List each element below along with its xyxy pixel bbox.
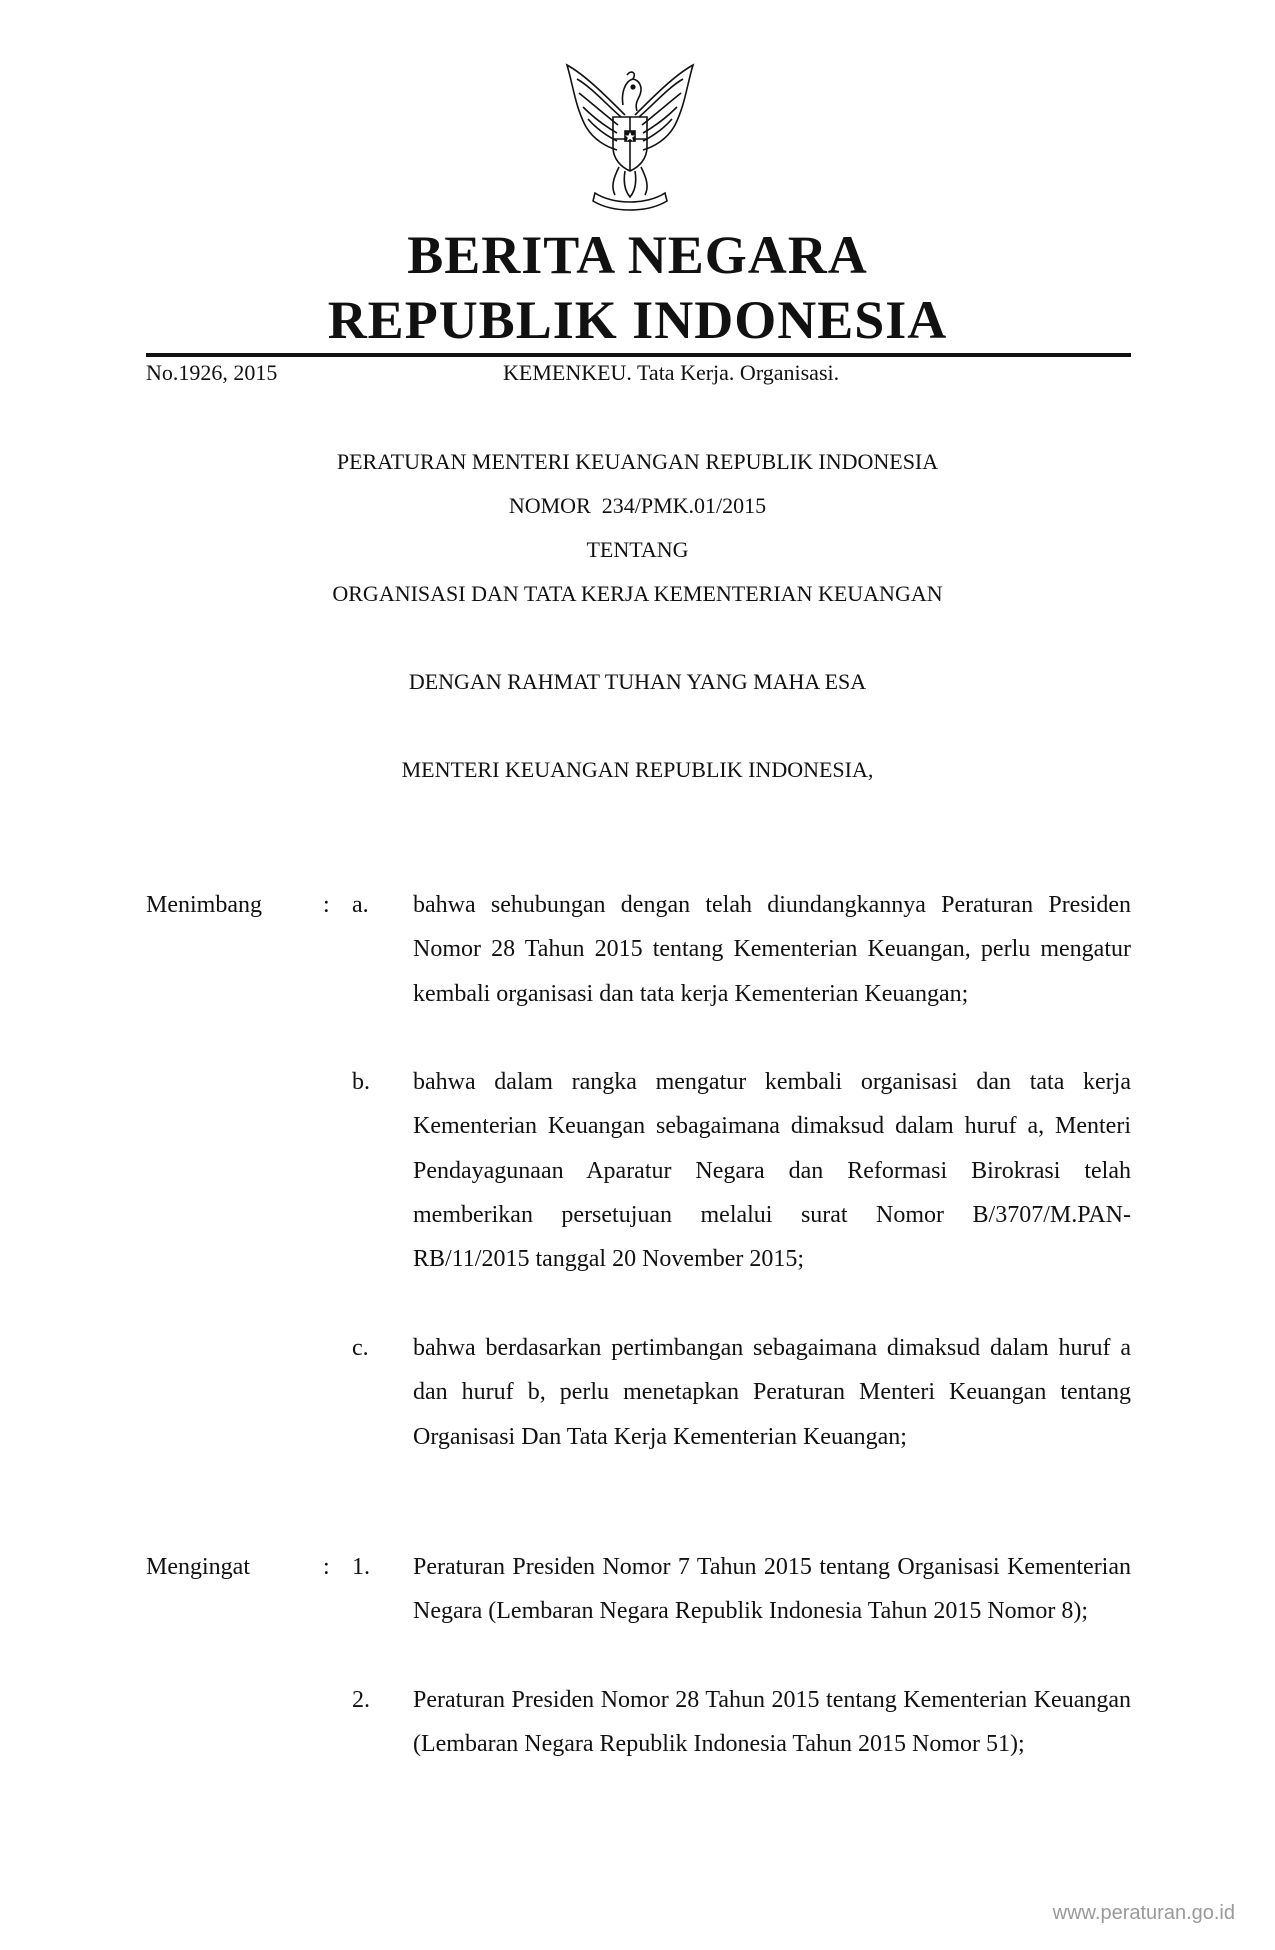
issue-number: No.1926, 2015 xyxy=(146,360,278,385)
mengingat-item-marker: 1. xyxy=(352,1554,370,1580)
masthead-title-line1: BERITA NEGARA xyxy=(407,225,868,285)
garuda-emblem-icon xyxy=(555,55,705,215)
mengingat-colon: : xyxy=(323,1554,330,1580)
issue-subject: KEMENKEU. Tata Kerja. Organisasi. xyxy=(503,360,840,385)
menimbang-item-text: bahwa dalam rangka mengatur kembali organisasi dan tata kerja Kementerian Keuangan sebagaimana dimaksud dalam huruf a, Menteri Pendayagunaan Aparatur Negara dan Reformasi Birokrasi telah memberikan persetujuan melalui surat Nomor B/3707/M.PAN-RB/11/2015 tanggal 20 November 2015; xyxy=(413,1069,1131,1273)
regulation-subject: ORGANISASI DAN TATA KERJA KEMENTERIAN KEUANGAN xyxy=(332,581,943,606)
menimbang-item-marker: c. xyxy=(352,1335,369,1361)
regulation-number: NOMOR 234/PMK.01/2015 xyxy=(508,493,767,518)
masthead-title-line2: REPUBLIK INDONESIA xyxy=(327,290,948,350)
menimbang-item-marker: a. xyxy=(352,892,369,918)
menimbang-label: Menimbang xyxy=(146,892,262,918)
regulation-title: PERATURAN MENTERI KEUANGAN REPUBLIK INDONESIA xyxy=(336,449,939,474)
issuer: MENTERI KEUANGAN REPUBLIK INDONESIA, xyxy=(401,757,874,782)
mengingat-item-text: Peraturan Presiden Nomor 7 Tahun 2015 tentang Organisasi Kementerian Negara (Lembaran Negara Republik Indonesia Tahun 2015 Nomor 8); xyxy=(413,1554,1131,1625)
mengingat-label: Mengingat xyxy=(146,1554,250,1580)
menimbang-item-text: bahwa sehubungan dengan telah diundangkannya Peraturan Presiden Nomor 28 Tahun 2015 tentang Kementerian Keuangan, perlu mengatur kembali organisasi dan tata kerja Kementerian Keuangan; xyxy=(413,892,1131,1007)
menimbang-item-text: bahwa berdasarkan pertimbangan sebagaimana dimaksud dalam huruf a dan huruf b, perlu menetapkan Peraturan Menteri Keuangan tentang Organisasi Dan Tata Kerja Kementerian Keuangan; xyxy=(413,1335,1131,1450)
mengingat-item-text: Peraturan Presiden Nomor 28 Tahun 2015 tentang Kementerian Keuangan (Lembaran Negara Republik Indonesia Tahun 2015 Nomor 51); xyxy=(413,1687,1131,1758)
masthead-divider xyxy=(146,353,1131,357)
regulation-about: TENTANG xyxy=(586,537,689,562)
invocation: DENGAN RAHMAT TUHAN YANG MAHA ESA xyxy=(408,669,867,694)
menimbang-colon: : xyxy=(323,892,330,918)
mengingat-item-marker: 2. xyxy=(352,1687,370,1713)
source-watermark: www.peraturan.go.id xyxy=(1052,1902,1235,1924)
menimbang-item-marker: b. xyxy=(352,1069,370,1095)
